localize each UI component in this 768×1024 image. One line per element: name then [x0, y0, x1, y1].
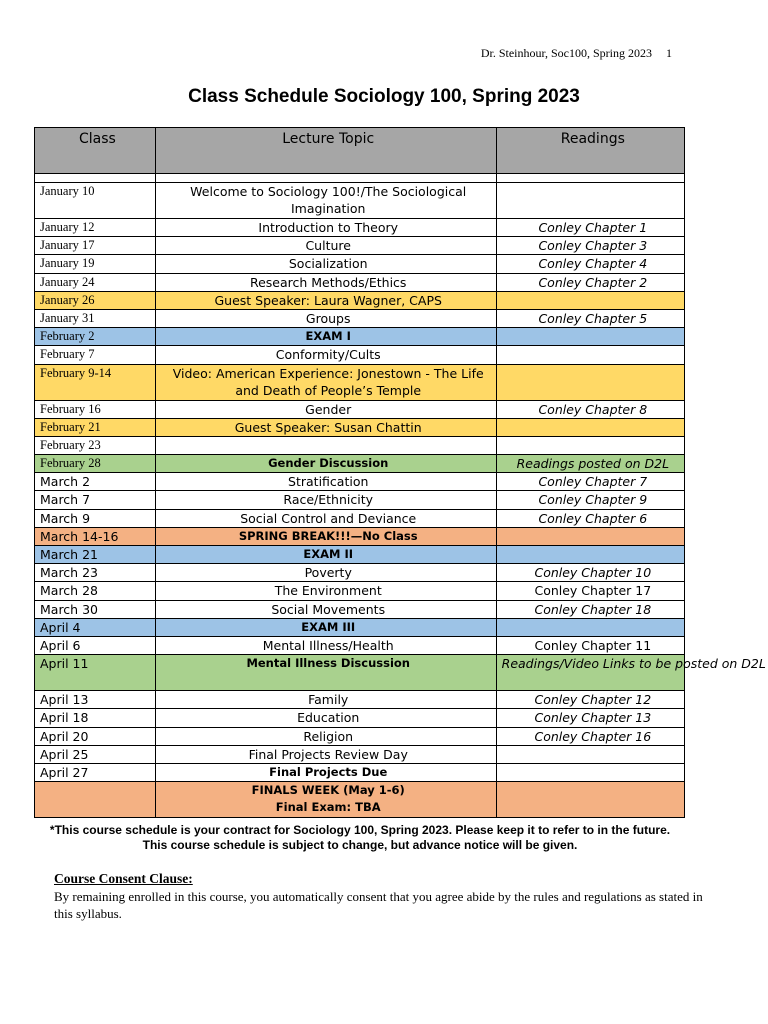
table-row — [35, 273, 685, 291]
schedule-body — [35, 174, 766, 818]
lecture-topic-cell: Religion — [155, 727, 496, 745]
lecture-topic-cell: Gender — [155, 400, 496, 418]
lecture-topic-cell: Final Projects Due — [155, 763, 496, 781]
table-row — [35, 546, 685, 564]
readings-cell — [496, 436, 684, 454]
lecture-topic-cell: EXAM III — [155, 618, 496, 636]
lecture-topic-cell: Social Control and Deviance — [155, 509, 496, 527]
table-row — [35, 364, 685, 400]
class-date-cell: March 28 — [35, 582, 156, 600]
readings-cell — [496, 418, 684, 436]
table-row — [35, 328, 685, 346]
class-date-cell: January 26 — [35, 291, 156, 309]
readings-cell — [496, 527, 684, 545]
table-row — [35, 418, 685, 436]
column-header-topic: Lecture Topic — [155, 128, 496, 174]
readings-cell — [496, 546, 684, 564]
table-row — [35, 491, 685, 509]
class-date-cell: March 9 — [35, 509, 156, 527]
class-date-cell: February 28 — [35, 455, 156, 473]
readings-cell: Conley Chapter 18 — [496, 600, 684, 618]
class-date-cell: March 21 — [35, 546, 156, 564]
readings-cell: Conley Chapter 5 — [496, 309, 684, 327]
readings-cell — [496, 364, 684, 400]
lecture-topic-cell: Stratification — [155, 473, 496, 491]
class-date-cell: January 12 — [35, 219, 156, 237]
readings-cell: Conley Chapter 13 — [496, 709, 684, 727]
table-row — [35, 183, 685, 219]
table-row — [35, 655, 685, 691]
table-row — [35, 291, 685, 309]
lecture-topic-cell: Groups — [155, 309, 496, 327]
lecture-topic-cell: Research Methods/Ethics — [155, 273, 496, 291]
class-date-cell: February 7 — [35, 346, 156, 364]
class-date-cell: February 2 — [35, 328, 156, 346]
table-row — [35, 727, 685, 745]
readings-cell — [496, 745, 684, 763]
readings-cell: Conley Chapter 3 — [496, 237, 684, 255]
class-date-cell: February 21 — [35, 418, 156, 436]
lecture-topic-cell: Social Movements — [155, 600, 496, 618]
table-row — [35, 564, 685, 582]
readings-cell: Conley Chapter 6 — [496, 509, 684, 527]
readings-cell: Conley Chapter 17 — [496, 582, 684, 600]
spacer-row — [35, 174, 685, 183]
lecture-topic-cell: Guest Speaker: Laura Wagner, CAPS — [155, 291, 496, 309]
table-row — [35, 455, 685, 473]
table-row — [35, 400, 685, 418]
running-head — [481, 46, 672, 61]
class-date-cell: April 18 — [35, 709, 156, 727]
lecture-topic-cell: EXAM I — [155, 328, 496, 346]
lecture-topic-cell: SPRING BREAK!!!—No Class — [155, 527, 496, 545]
consent-text: By remaining enrolled in this course, you automatically consent that you agree abide by the rules and regulations as stated in this syllabus. — [54, 889, 703, 921]
lecture-topic-cell: Mental Illness Discussion — [155, 655, 496, 691]
table-row — [35, 745, 685, 763]
table-row — [35, 509, 685, 527]
table-row — [35, 237, 685, 255]
schedule-footnote: *This course schedule is your contract for Sociology 100, Spring 2023. Please keep it to refer to in the future. This course schedule is subject to change, but advance notice will be given. — [49, 823, 671, 852]
class-date-cell: January 19 — [35, 255, 156, 273]
table-row — [35, 636, 685, 654]
readings-cell — [496, 328, 684, 346]
lecture-topic-cell: EXAM II — [155, 546, 496, 564]
lecture-topic-cell: FINALS WEEK (May 1-6) Final Exam: TBA — [155, 782, 496, 818]
class-date-cell: January 17 — [35, 237, 156, 255]
readings-cell — [496, 291, 684, 309]
readings-cell: Conley Chapter 7 — [496, 473, 684, 491]
readings-cell: Conley Chapter 10 — [496, 564, 684, 582]
readings-cell: Conley Chapter 16 — [496, 727, 684, 745]
class-date-cell: April 4 — [35, 618, 156, 636]
class-date-cell: March 2 — [35, 473, 156, 491]
class-date-cell: April 25 — [35, 745, 156, 763]
consent-heading: Course Consent Clause: — [54, 871, 193, 886]
readings-cell — [496, 346, 684, 364]
lecture-topic-cell: Mental Illness/Health — [155, 636, 496, 654]
readings-cell — [496, 763, 684, 781]
lecture-topic-cell: Conformity/Cults — [155, 346, 496, 364]
table-row — [35, 219, 685, 237]
class-date-cell: January 24 — [35, 273, 156, 291]
column-header-class: Class — [35, 128, 156, 174]
table-row — [35, 618, 685, 636]
class-date-cell: April 20 — [35, 727, 156, 745]
lecture-topic-cell: Poverty — [155, 564, 496, 582]
lecture-topic-cell — [155, 436, 496, 454]
table-row — [35, 782, 685, 818]
readings-cell — [496, 618, 684, 636]
table-header-row — [35, 128, 685, 174]
class-date-cell: March 7 — [35, 491, 156, 509]
class-date-cell: April 11 — [35, 655, 156, 691]
table-row — [35, 691, 685, 709]
lecture-topic-cell: Culture — [155, 237, 496, 255]
class-date-cell: April 27 — [35, 763, 156, 781]
table-row — [35, 346, 685, 364]
class-date-cell: April 13 — [35, 691, 156, 709]
schedule-table — [34, 127, 766, 818]
column-header-readings: Readings — [496, 128, 684, 174]
table-row — [35, 255, 685, 273]
page-title: Class Schedule Sociology 100, Spring 2023 — [188, 86, 580, 107]
readings-cell: Conley Chapter 2 — [496, 273, 684, 291]
class-date-cell — [35, 782, 156, 818]
readings-cell — [496, 183, 684, 219]
lecture-topic-cell: Video: American Experience: Jonestown - The Life and Death of People’s Temple — [155, 364, 496, 400]
table-row — [35, 763, 685, 781]
class-date-cell: April 6 — [35, 636, 156, 654]
lecture-topic-cell: Education — [155, 709, 496, 727]
class-date-cell: January 10 — [35, 183, 156, 219]
class-date-cell: February 16 — [35, 400, 156, 418]
lecture-topic-cell: Gender Discussion — [155, 455, 496, 473]
readings-cell: Readings posted on D2L — [496, 455, 684, 473]
readings-cell: Conley Chapter 12 — [496, 691, 684, 709]
readings-cell — [496, 782, 684, 818]
page-number: 1 — [666, 46, 672, 60]
lecture-topic-cell: Socialization — [155, 255, 496, 273]
readings-cell: Conley Chapter 4 — [496, 255, 684, 273]
readings-cell: Conley Chapter 11 — [496, 636, 684, 654]
readings-cell: Conley Chapter 9 — [496, 491, 684, 509]
readings-cell: Conley Chapter 8 — [496, 400, 684, 418]
class-date-cell: March 23 — [35, 564, 156, 582]
class-date-cell: February 23 — [35, 436, 156, 454]
class-date-cell: February 9-14 — [35, 364, 156, 400]
lecture-topic-cell: The Environment — [155, 582, 496, 600]
running-head-text: Dr. Steinhour, Soc100, Spring 2023 — [480, 46, 652, 60]
table-row — [35, 527, 685, 545]
lecture-topic-cell: Family — [155, 691, 496, 709]
lecture-topic-cell: Guest Speaker: Susan Chattin — [155, 418, 496, 436]
table-row — [35, 473, 685, 491]
class-date-cell: January 31 — [35, 309, 156, 327]
table-row — [35, 436, 685, 454]
table-row — [35, 582, 685, 600]
table-row — [35, 709, 685, 727]
lecture-topic-cell: Final Projects Review Day — [155, 745, 496, 763]
readings-cell: Conley Chapter 1 — [496, 219, 684, 237]
lecture-topic-cell: Welcome to Sociology 100!/The Sociological Imagination — [155, 183, 496, 219]
lecture-topic-cell: Race/Ethnicity — [155, 491, 496, 509]
class-date-cell: March 14-16 — [35, 527, 156, 545]
table-row — [35, 309, 685, 327]
table-row — [35, 600, 685, 618]
lecture-topic-cell: Introduction to Theory — [155, 219, 496, 237]
class-date-cell: March 30 — [35, 600, 156, 618]
readings-cell: Readings/Video Links to be posted on D2L — [496, 655, 684, 691]
